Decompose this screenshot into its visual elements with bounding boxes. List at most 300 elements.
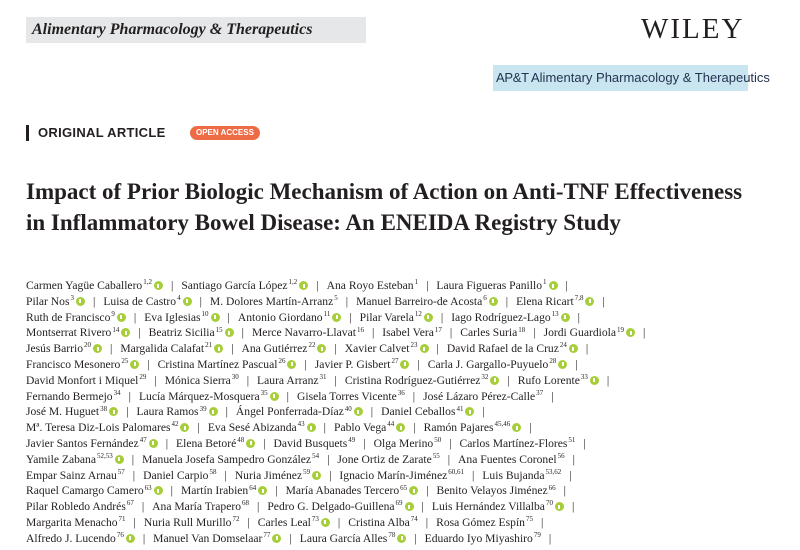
affiliation-number[interactable]: 38	[100, 404, 108, 413]
author-name[interactable]: Eva Iglesias	[144, 310, 201, 324]
author-separator: |	[505, 294, 509, 308]
author[interactable]	[149, 326, 234, 339]
affiliation-number[interactable]: 36	[397, 388, 405, 397]
author[interactable]	[26, 390, 121, 403]
orcid-icon[interactable]	[321, 518, 330, 527]
author[interactable]	[26, 453, 124, 466]
affiliation-number[interactable]: 76	[116, 530, 124, 539]
author[interactable]	[236, 405, 363, 418]
author[interactable]	[136, 405, 217, 418]
affiliation-number[interactable]: 33	[580, 372, 588, 381]
author-name[interactable]: Antonio Giordano	[237, 310, 323, 324]
orcid-icon[interactable]	[332, 313, 341, 322]
author-separator: |	[585, 342, 589, 356]
author[interactable]	[144, 516, 240, 529]
affiliation-number[interactable]: 3	[70, 293, 74, 302]
affiliation-number[interactable]: 60,61	[448, 467, 465, 476]
author-row	[26, 325, 786, 341]
orcid-icon[interactable]	[183, 297, 192, 306]
author-name[interactable]: Rufo Lorente	[517, 373, 580, 387]
author-name[interactable]: David Busquets	[273, 436, 348, 450]
author[interactable]	[382, 326, 442, 339]
author[interactable]	[120, 342, 223, 355]
affiliation-number[interactable]: 69	[395, 499, 403, 508]
affiliation-number[interactable]: 28	[549, 357, 557, 366]
author[interactable]	[181, 484, 267, 497]
affiliation-number[interactable]: 63	[144, 483, 152, 492]
author-name[interactable]: Carlos Martínez-Flores	[459, 436, 568, 450]
affiliation-number[interactable]: 29	[139, 372, 147, 381]
author[interactable]	[432, 500, 564, 513]
author[interactable]	[428, 358, 568, 371]
author-name[interactable]: Jesús Barrio	[26, 342, 83, 356]
affiliation-number[interactable]: 30	[231, 372, 239, 381]
affiliation-number[interactable]: 65	[400, 483, 408, 492]
orcid-icon[interactable]	[287, 360, 296, 369]
affiliation-number[interactable]: 52,53	[96, 451, 113, 460]
orcid-icon[interactable]	[354, 407, 363, 416]
author-name[interactable]: Laura Arranz	[257, 373, 319, 387]
author[interactable]	[300, 532, 407, 545]
affiliation-number[interactable]: 27	[391, 357, 399, 366]
affiliation-number[interactable]: 34	[113, 388, 121, 397]
orcid-icon[interactable]	[225, 328, 234, 337]
orcid-icon[interactable]	[409, 486, 418, 495]
author[interactable]	[339, 469, 464, 482]
author-name[interactable]: Iago Rodríguez-Lago	[451, 310, 551, 324]
author[interactable]	[345, 374, 500, 387]
author[interactable]	[436, 484, 555, 497]
author[interactable]	[26, 421, 189, 434]
author-name[interactable]: Javier P. Gisbert	[314, 357, 391, 371]
author-name[interactable]: José Lázaro Pérez-Calle	[423, 389, 536, 403]
orcid-icon[interactable]	[561, 313, 570, 322]
orcid-icon[interactable]	[569, 344, 578, 353]
affiliation-number[interactable]: 10	[201, 309, 209, 318]
orcid-icon[interactable]	[397, 534, 406, 543]
author-name[interactable]: Benito Velayos Jiménez	[436, 484, 548, 498]
author[interactable]	[257, 374, 326, 387]
author-name[interactable]: Santiago García López	[181, 279, 288, 292]
author-name[interactable]: Empar Sainz Arnau	[26, 468, 117, 482]
author[interactable]	[274, 437, 356, 450]
affiliation-number[interactable]: 67	[126, 499, 134, 508]
author-name[interactable]: Cristina Martínez Pascual	[157, 357, 278, 371]
author-name[interactable]: Martín Irabien	[180, 484, 249, 498]
orcid-icon[interactable]	[109, 407, 118, 416]
author[interactable]	[360, 311, 433, 324]
affiliation-number[interactable]: 25	[121, 357, 129, 366]
orcid-icon[interactable]	[307, 423, 316, 432]
author-row	[26, 499, 786, 515]
author-separator: |	[447, 452, 451, 466]
orcid-icon[interactable]	[312, 471, 321, 480]
author-separator: |	[440, 310, 444, 324]
author-name[interactable]: Ana María Trapero	[152, 500, 242, 514]
author-name[interactable]: Margalida Calafat	[120, 342, 205, 356]
author-name[interactable]: Manuel Barreiro-de Acosta	[356, 294, 483, 308]
affiliation-number[interactable]: 57	[117, 467, 125, 476]
affiliation-number[interactable]: 48	[237, 436, 245, 445]
author[interactable]	[26, 311, 126, 324]
orcid-icon[interactable]	[626, 328, 635, 337]
affiliation-number[interactable]: 72	[232, 515, 240, 524]
author-name[interactable]: Manuel Van Domselaar	[153, 531, 263, 545]
author-name[interactable]: Ignacio Marín-Jiménez	[339, 468, 448, 482]
author-name[interactable]: Nuria Jiménez	[234, 468, 303, 482]
affiliation-number[interactable]: 75	[525, 515, 533, 524]
affiliation-number[interactable]: 66	[548, 483, 556, 492]
author[interactable]	[26, 516, 126, 529]
orcid-icon[interactable]	[246, 439, 255, 448]
affiliation-number[interactable]: 40	[344, 404, 352, 413]
author-separator: |	[246, 373, 250, 387]
author[interactable]	[436, 279, 557, 292]
author-row	[26, 436, 786, 452]
author[interactable]	[460, 437, 576, 450]
author-name[interactable]: Daniel Carpio	[143, 468, 209, 482]
author-name[interactable]: David Monfort i Miquel	[26, 373, 139, 387]
author[interactable]	[235, 469, 321, 482]
author[interactable]	[345, 342, 429, 355]
affiliation-number[interactable]: 1,2	[288, 278, 298, 287]
journal-name-bar	[26, 17, 366, 43]
author[interactable]	[267, 500, 413, 513]
author[interactable]	[142, 453, 319, 466]
author-separator: |	[126, 405, 129, 419]
author-name[interactable]: Pilar Varela	[359, 310, 414, 324]
author-name[interactable]: M. Dolores Martín-Arranz	[209, 294, 334, 308]
author-separator: |	[92, 294, 96, 308]
author[interactable]	[348, 516, 418, 529]
author-name[interactable]: Pablo Vega	[334, 421, 387, 435]
author-name[interactable]: Raquel Camargo Camero	[26, 484, 144, 498]
author[interactable]	[26, 405, 118, 418]
author-name[interactable]: Gisela Torres Vicente	[296, 389, 397, 403]
author[interactable]	[297, 390, 405, 403]
author-name[interactable]: Xavier Calvet	[344, 342, 410, 356]
author-name[interactable]: Mónica Sierra	[164, 373, 231, 387]
author-name[interactable]: Carla J. Gargallo-Puyuelo	[427, 357, 549, 371]
affiliation-number[interactable]: 59	[303, 467, 311, 476]
author-name[interactable]: Nuria Rull Murillo	[143, 515, 232, 529]
affiliation-number[interactable]: 26	[278, 357, 286, 366]
orcid-icon[interactable]	[130, 360, 139, 369]
author-name[interactable]: Eduardo Iyo Miyashiro	[424, 531, 533, 545]
author-name[interactable]: José M. Huguet	[26, 405, 100, 419]
affiliation-number[interactable]: 53,62	[545, 467, 562, 476]
author[interactable]	[315, 358, 410, 371]
affiliation-number[interactable]: 14	[112, 325, 120, 334]
orcid-icon[interactable]	[400, 360, 409, 369]
author-name[interactable]: Cristina Alba	[348, 515, 410, 529]
author[interactable]	[460, 326, 525, 339]
author[interactable]	[425, 532, 541, 545]
affiliation-number[interactable]: 32	[481, 372, 489, 381]
affiliation-number[interactable]: 7,8	[574, 293, 584, 302]
author-name[interactable]: Luis Bujanda	[482, 468, 545, 482]
affiliation-number[interactable]: 54	[312, 451, 320, 460]
author-name[interactable]: Carles Suria	[460, 326, 518, 340]
orcid-icon[interactable]	[272, 534, 281, 543]
affiliation-number[interactable]: 6	[483, 293, 487, 302]
author[interactable]	[337, 453, 439, 466]
affiliation-number[interactable]: 9	[111, 309, 115, 318]
orcid-icon[interactable]	[121, 328, 130, 337]
author-name[interactable]: Javier Santos Fernández	[26, 436, 139, 450]
author[interactable]	[334, 421, 405, 434]
affiliation-number[interactable]: 56	[557, 451, 565, 460]
orcid-icon[interactable]	[115, 455, 124, 464]
affiliation-number[interactable]: 70	[545, 499, 553, 508]
author[interactable]	[381, 405, 474, 418]
affiliation-number[interactable]: 37	[536, 388, 544, 397]
orcid-icon[interactable]	[549, 281, 558, 290]
author[interactable]	[144, 311, 219, 324]
affiliation-number[interactable]: 71	[118, 515, 126, 524]
author[interactable]	[143, 469, 216, 482]
author[interactable]	[152, 500, 249, 513]
author[interactable]	[423, 390, 543, 403]
author-name[interactable]: Carmen Yagüe Caballero	[26, 279, 143, 292]
affiliation-number[interactable]: 4	[177, 293, 181, 302]
author[interactable]	[482, 469, 561, 482]
author-name[interactable]: Margarita Menacho	[26, 515, 118, 529]
author-row	[26, 278, 786, 294]
affiliation-number[interactable]: 51	[568, 436, 576, 445]
author-name[interactable]: Ana Gutiérrez	[241, 342, 308, 356]
author[interactable]	[238, 311, 341, 324]
author-name[interactable]: David Rafael de la Cruz	[446, 342, 559, 356]
affiliation-number[interactable]: 11	[323, 309, 331, 318]
affiliation-number[interactable]: 1,2	[143, 278, 152, 287]
author-separator: |	[141, 500, 145, 514]
author[interactable]	[139, 390, 279, 403]
author-name[interactable]: Eva Sesé Abizanda	[207, 421, 297, 435]
author[interactable]	[176, 437, 255, 450]
author-name[interactable]: Cristina Rodríguez-Gutiérrez	[344, 373, 481, 387]
author-separator: |	[199, 294, 202, 308]
author[interactable]	[210, 295, 338, 308]
author[interactable]	[181, 279, 308, 292]
author[interactable]	[165, 374, 239, 387]
affiliation-number[interactable]: 21	[205, 341, 213, 350]
affiliation-number[interactable]: 18	[518, 325, 526, 334]
author-name[interactable]: Laura Ramos	[136, 405, 199, 419]
author-separator: |	[425, 515, 429, 529]
author[interactable]	[26, 500, 134, 513]
author[interactable]	[153, 532, 281, 545]
affiliation-number[interactable]: 49	[348, 436, 356, 445]
orcid-icon[interactable]	[465, 407, 474, 416]
affiliation-number[interactable]: 45,46	[494, 420, 511, 429]
orcid-icon[interactable]	[317, 344, 326, 353]
author[interactable]	[26, 374, 146, 387]
orcid-icon[interactable]	[154, 486, 163, 495]
orcid-icon[interactable]	[126, 534, 135, 543]
affiliation-number[interactable]: 42	[171, 420, 179, 429]
affiliation-number[interactable]: 13	[551, 309, 559, 318]
orcid-icon[interactable]	[396, 423, 405, 432]
affiliation-number[interactable]: 78	[388, 530, 396, 539]
author[interactable]	[374, 437, 442, 450]
author[interactable]	[208, 421, 316, 434]
author-separator: |	[569, 468, 572, 482]
author-name[interactable]: Francisco Mesonero	[26, 357, 121, 371]
author[interactable]	[286, 484, 419, 497]
orcid-icon[interactable]	[555, 502, 564, 511]
author-name[interactable]: Yamile Zabana	[26, 452, 96, 466]
affiliation-number[interactable]: 31	[319, 372, 327, 381]
orcid-icon[interactable]	[299, 281, 308, 290]
orcid-icon[interactable]	[585, 297, 594, 306]
affiliation-number[interactable]: 12	[414, 309, 422, 318]
author[interactable]	[458, 453, 565, 466]
author[interactable]	[26, 437, 158, 450]
affiliation-number[interactable]: 1	[543, 278, 547, 287]
affiliation-number[interactable]: 73	[311, 515, 319, 524]
affiliation-number[interactable]: 5	[334, 293, 338, 302]
author[interactable]	[26, 484, 163, 497]
author[interactable]	[241, 342, 326, 355]
author[interactable]	[26, 469, 125, 482]
author-name[interactable]: Beatriz Sicilia	[148, 326, 215, 340]
author-name[interactable]: Jone Ortiz de Zarate	[337, 452, 432, 466]
orcid-icon[interactable]	[149, 439, 158, 448]
author[interactable]	[424, 421, 522, 434]
affiliation-number[interactable]: 58	[209, 467, 217, 476]
author-name[interactable]: Elena Betoré	[176, 436, 237, 450]
author[interactable]	[356, 295, 498, 308]
orcid-icon[interactable]	[76, 297, 85, 306]
author-name[interactable]: Ana Fuentes Coronel	[458, 452, 557, 466]
author-name[interactable]: Ramón Pajares	[423, 421, 494, 435]
author-name[interactable]: Ruth de Francisco	[26, 310, 111, 324]
author-name[interactable]: Carles Leal	[257, 515, 311, 529]
author-name[interactable]: Lucía Márquez-Mosquera	[138, 389, 260, 403]
open-access-badge[interactable]: OPEN ACCESS	[190, 126, 260, 140]
author-name[interactable]: Merce Navarro-Llavat	[251, 326, 356, 340]
orcid-icon[interactable]	[117, 313, 126, 322]
author-name[interactable]: Elena Ricart	[516, 294, 574, 308]
author[interactable]	[252, 326, 364, 339]
orcid-icon[interactable]	[489, 297, 498, 306]
affiliation-number[interactable]: 55	[432, 451, 440, 460]
affiliation-number[interactable]: 43	[297, 420, 305, 429]
affiliation-number[interactable]: 24	[559, 341, 567, 350]
author-name[interactable]: Pilar Nos	[26, 294, 70, 308]
affiliation-number[interactable]: 41	[456, 404, 464, 413]
affiliation-number[interactable]: 20	[84, 341, 91, 350]
author-name[interactable]: Fernando Bermejo	[26, 389, 113, 403]
author-separator: |	[329, 468, 332, 482]
orcid-icon[interactable]	[590, 376, 599, 385]
author[interactable]	[516, 295, 594, 308]
author[interactable]	[518, 374, 599, 387]
orcid-icon[interactable]	[424, 313, 433, 322]
affiliation-number[interactable]: 19	[617, 325, 625, 334]
affiliation-number[interactable]: 44	[387, 420, 395, 429]
author[interactable]	[436, 516, 533, 529]
author-name[interactable]: Pilar Robledo Andrés	[26, 500, 126, 514]
affiliation-number[interactable]: 23	[410, 341, 418, 350]
author[interactable]	[26, 532, 135, 545]
affiliation-number[interactable]: 17	[434, 325, 442, 334]
author[interactable]	[26, 342, 102, 355]
author-name[interactable]: Laura García Alles	[299, 531, 388, 545]
author-name[interactable]: Montserrat Rivero	[26, 326, 112, 340]
orcid-icon[interactable]	[211, 313, 220, 322]
affiliation-number[interactable]: 22	[308, 341, 316, 350]
orcid-icon[interactable]	[558, 360, 567, 369]
author[interactable]	[103, 295, 191, 308]
affiliation-number[interactable]: 39	[199, 404, 207, 413]
orcid-icon[interactable]	[512, 423, 521, 432]
affiliation-number[interactable]: 16	[356, 325, 364, 334]
affiliation-number[interactable]: 35	[260, 388, 268, 397]
author-separator: |	[529, 421, 532, 435]
author[interactable]	[327, 279, 418, 292]
affiliation-number[interactable]: 47	[139, 436, 147, 445]
orcid-icon[interactable]	[490, 376, 499, 385]
affiliation-number[interactable]: 79	[533, 530, 541, 539]
author[interactable]	[26, 279, 163, 292]
author-name[interactable]: Pedro G. Delgado-Guillena	[267, 500, 395, 514]
author-name[interactable]: Manuela Josefa Sampedro González	[142, 452, 312, 466]
affiliation-number[interactable]: 64	[249, 483, 257, 492]
author-name[interactable]: Ana Royo Esteban	[326, 279, 414, 292]
orcid-icon[interactable]	[214, 344, 223, 353]
affiliation-number[interactable]: 1	[414, 278, 419, 287]
author-name[interactable]: Ángel Ponferrada-Díaz	[235, 405, 344, 419]
author-name[interactable]: Luisa de Castro	[103, 294, 177, 308]
affiliation-number[interactable]: 50	[434, 436, 442, 445]
author-separator: |	[370, 405, 374, 419]
affiliation-number[interactable]: 68	[242, 499, 250, 508]
author-name[interactable]: Rosa Gómez Espín	[436, 515, 525, 529]
orcid-icon[interactable]	[405, 502, 414, 511]
author-name[interactable]: Isabel Vera	[382, 326, 434, 340]
author-name[interactable]: Alfredo J. Lucendo	[26, 531, 116, 545]
author-name[interactable]: Daniel Ceballos	[381, 405, 456, 419]
author-name[interactable]: Jordi Guardiola	[543, 326, 617, 340]
author-separator: |	[263, 436, 266, 450]
author[interactable]	[451, 311, 569, 324]
author-name[interactable]: Laura Figueras Panillo	[436, 279, 542, 292]
orcid-icon[interactable]	[270, 392, 279, 401]
author[interactable]	[258, 516, 330, 529]
orcid-icon[interactable]	[154, 281, 163, 290]
author[interactable]	[447, 342, 578, 355]
orcid-icon[interactable]	[258, 486, 267, 495]
orcid-icon[interactable]	[420, 344, 429, 353]
affiliation-number[interactable]: 74	[410, 515, 418, 524]
author[interactable]	[26, 295, 85, 308]
author-name[interactable]: Luis Hernández Villalba	[431, 500, 545, 514]
author-name[interactable]: María Abanades Tercero	[285, 484, 400, 498]
orcid-icon[interactable]	[180, 423, 189, 432]
affiliation-number[interactable]: 15	[215, 325, 223, 334]
author[interactable]	[26, 358, 139, 371]
author-name[interactable]: Mª. Teresa Diz-Lois Palomares	[26, 421, 171, 435]
author[interactable]	[158, 358, 297, 371]
author[interactable]	[26, 326, 130, 339]
author[interactable]	[544, 326, 635, 339]
orcid-icon[interactable]	[93, 344, 102, 353]
orcid-icon[interactable]	[209, 407, 218, 416]
author-name[interactable]: Olga Merino	[373, 436, 434, 450]
affiliation-number[interactable]: 77	[263, 530, 271, 539]
